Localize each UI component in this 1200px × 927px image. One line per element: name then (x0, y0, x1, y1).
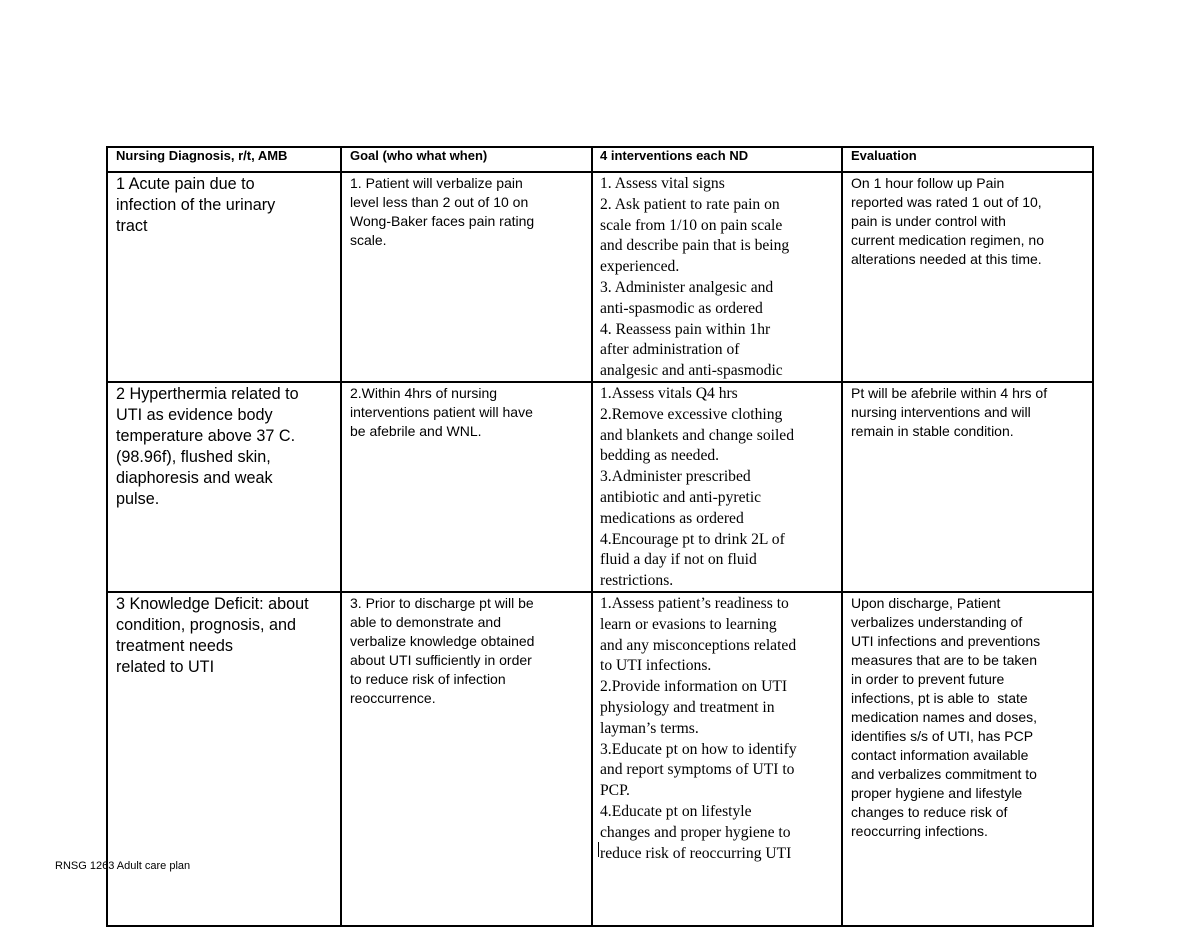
row2-diagnosis: 2 Hyperthermia related to UTI as evidence body temperature above 37 C. (98.96f), flushed skin, diaphoresis and weak pulse. (116, 385, 299, 508)
header-divider (106, 171, 1094, 173)
column-divider-1 (340, 146, 342, 927)
header-goal: Goal (who what when) (350, 148, 488, 163)
table-border-left (106, 146, 108, 927)
row-divider-2 (106, 591, 1094, 593)
page-footer: RNSG 1263 Adult care plan (55, 860, 191, 872)
table-border-right (1092, 146, 1094, 927)
row1-evaluation: On 1 hour follow up Pain reported was rated 1 out of 10, pain is under control with current medication regimen, no alterations needed at this time. (851, 175, 1044, 267)
row3-goal: 3. Prior to discharge pt will be able to demonstrate and verbalize knowledge obtained about UTI sufficiently in order to reduce risk of infection reoccurrence. (350, 595, 535, 706)
row3-diagnosis: 3 Knowledge Deficit: about condition, prognosis, and treatment needs related to UTI (116, 595, 309, 676)
row3-evaluation: Upon discharge, Patient verbalizes understanding of UTI infections and preventions measures that are to be taken in order to prevent future infections, pt is able to state medication names and doses, identifies s/s of UTI, has PCP contact information available and verbalizes commitment to proper hygiene and lifestyle changes to reduce risk of reoccurring infections. (851, 595, 1041, 839)
column-divider-2 (591, 146, 593, 927)
row2-goal: 2.Within 4hrs of nursing interventions patient will have be afebrile and WNL. (350, 385, 533, 439)
row3-interventions: 1.Assess patient’s readiness to learn or evasions to learning and any misconceptions related to UTI infections. 2.Provide information on UTI physiology and treatment in layman’s terms. 3.Educate pt on how to identify and report symptoms of UTI to PCP. 4.Educate pt on lifestyle changes and proper hygiene to reduce risk of reoccurring UTI (600, 595, 797, 862)
row2-interventions: 1.Assess vitals Q4 hrs 2.Remove excessive clothing and blankets and change soiled bedding as needed. 3.Administer prescribed antibiotic and anti-pyretic medications as ordered 4.Encourage pt to drink 2L of fluid a day if not on fluid restrictions. (600, 385, 794, 590)
row-divider-1 (106, 381, 1094, 383)
row1-goal: 1. Patient will verbalize pain level less than 2 out of 10 on Wong-Baker faces pain rating scale. (350, 175, 535, 248)
header-interventions: 4 interventions each ND (600, 148, 749, 163)
table-border-bottom (106, 925, 1094, 927)
row2-evaluation: Pt will be afebrile within 4 hrs of nursing interventions and will remain in stable condition. (851, 385, 1048, 439)
row1-diagnosis: 1 Acute pain due to infection of the urinary tract (116, 175, 276, 235)
column-divider-3 (841, 146, 843, 927)
row1-interventions: 1. Assess vital signs 2. Ask patient to rate pain on scale from 1/10 on pain scale and describe pain that is being experienced. 3. Administer analgesic and anti-spasmodic as ordered 4. Reassess pain within 1hr after administration of analgesic and anti-spasmodic (600, 175, 790, 380)
text-cursor (598, 842, 599, 857)
header-evaluation: Evaluation (851, 148, 917, 163)
header-diagnosis: Nursing Diagnosis, r/t, AMB (116, 148, 288, 163)
